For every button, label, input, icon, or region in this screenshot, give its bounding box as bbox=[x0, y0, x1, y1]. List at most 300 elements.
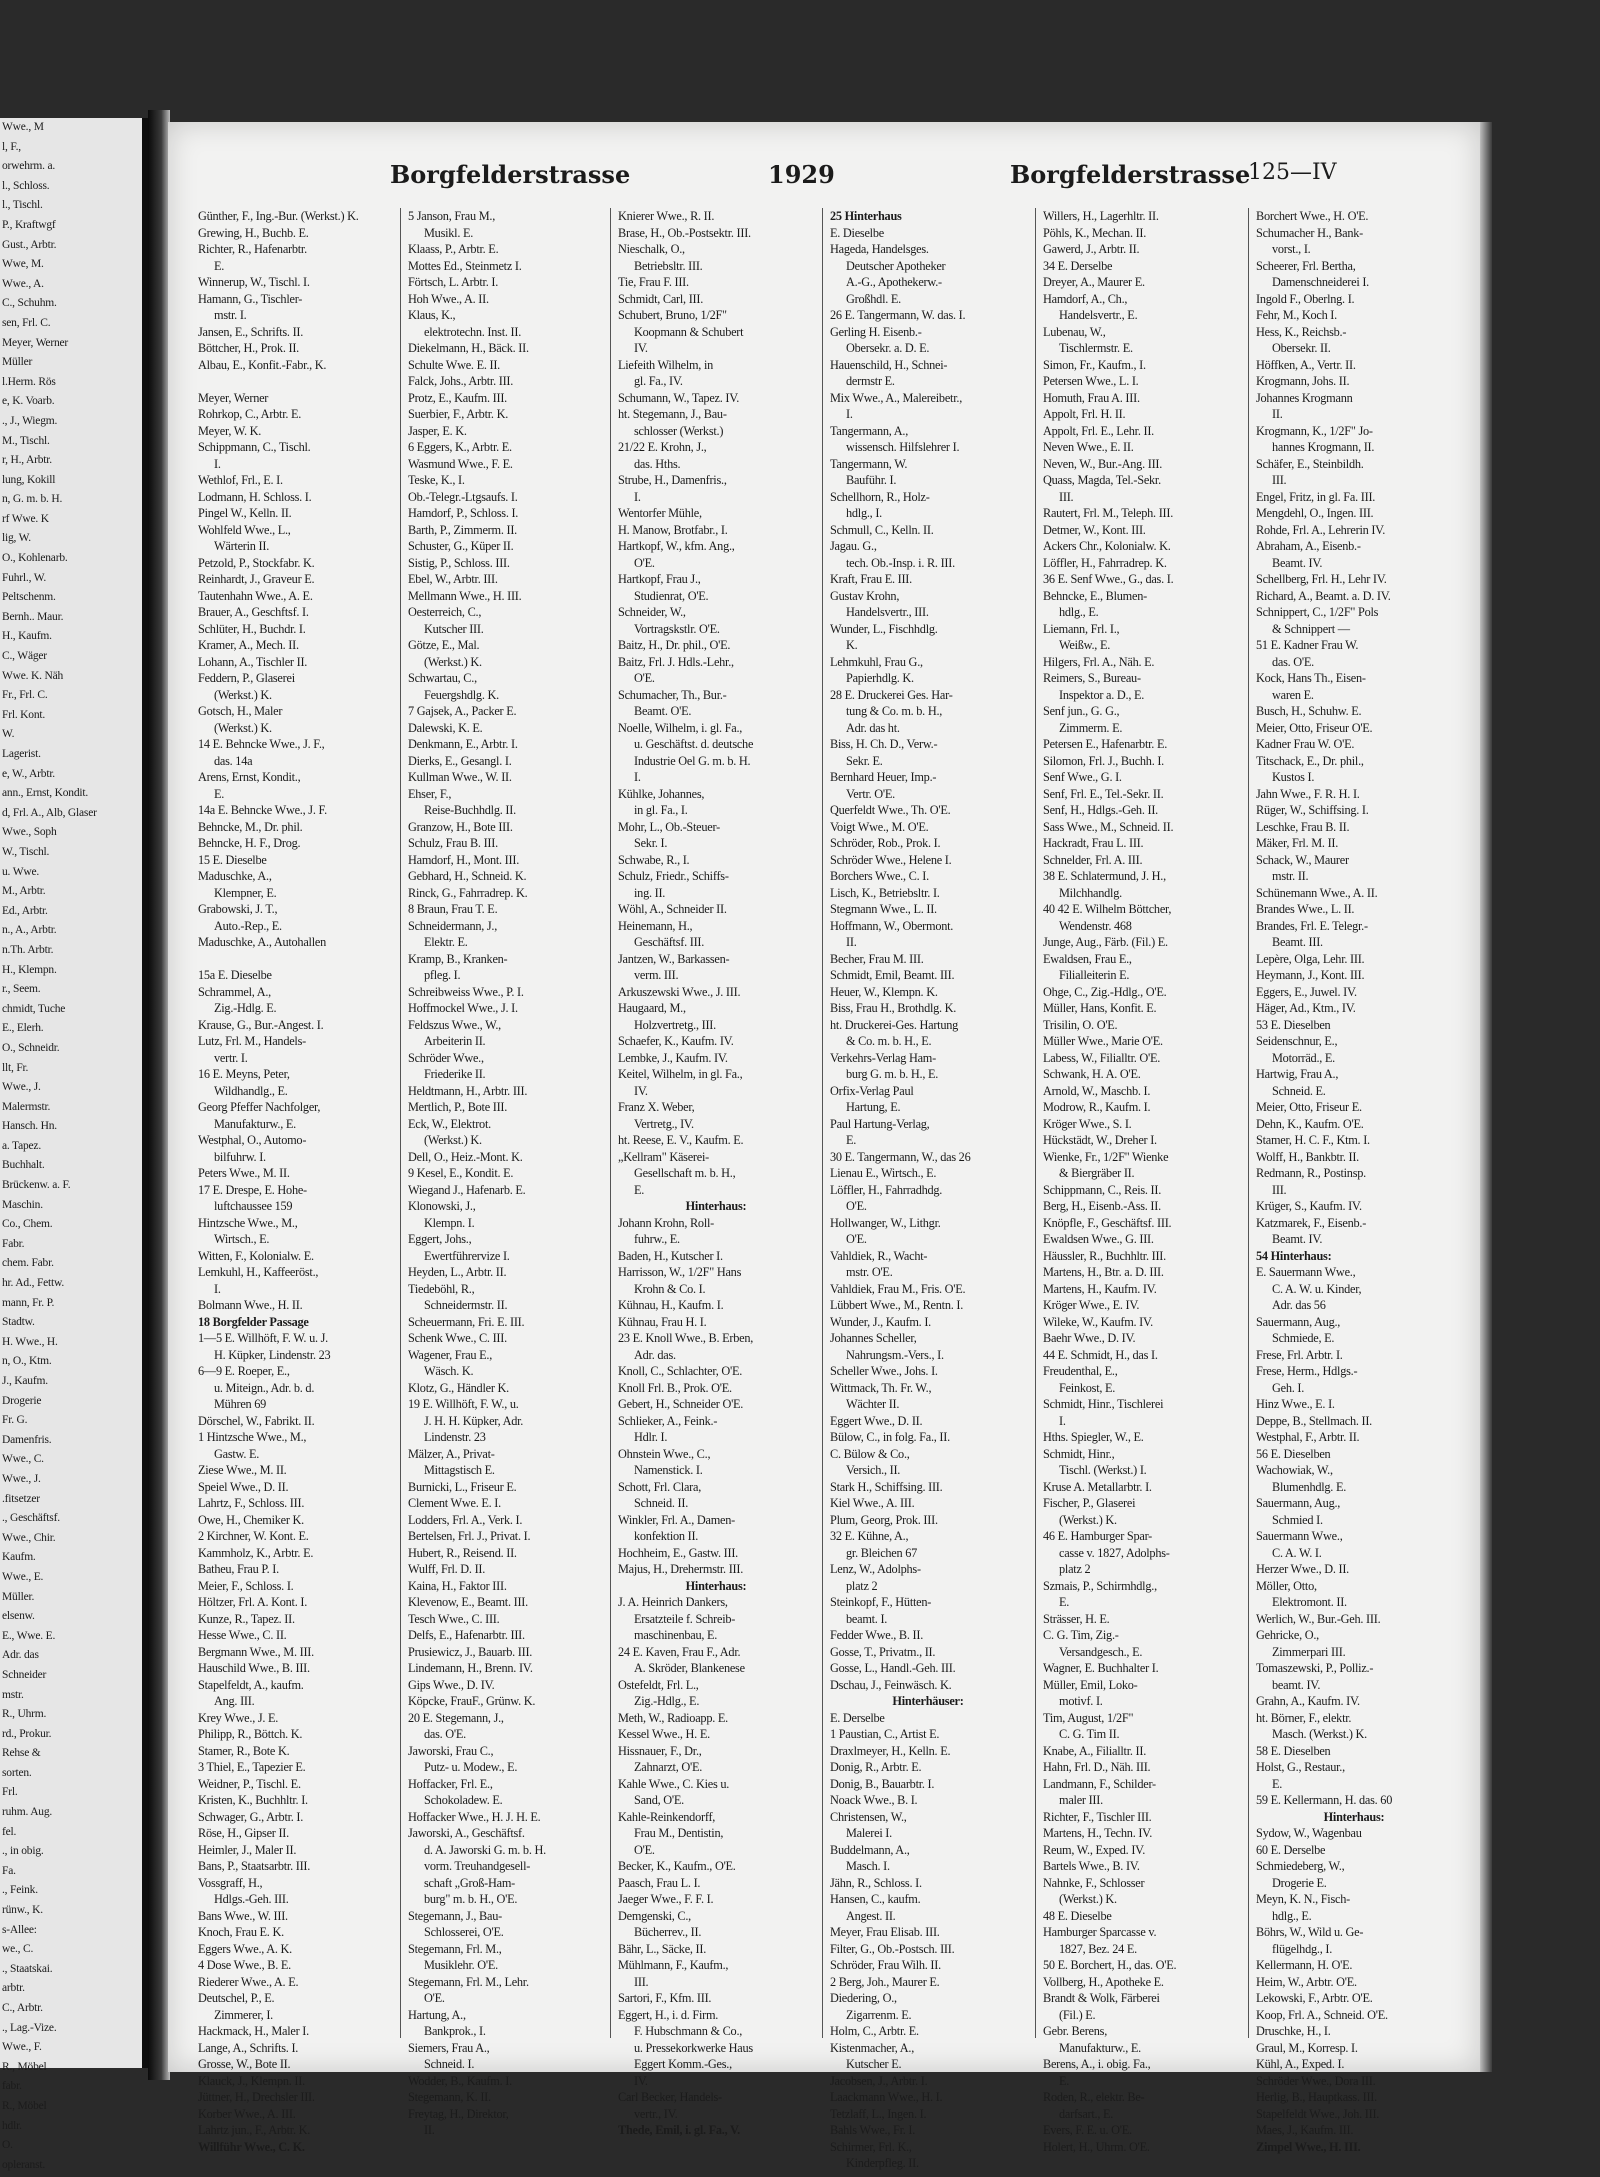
directory-entry: Mühlmann, F., Kaufm., bbox=[618, 1958, 729, 1972]
directory-entry: Labess, W., Filialltr. O'E. bbox=[1043, 1050, 1161, 1065]
directory-entry: Schünemann Wwe., A. II. bbox=[1256, 885, 1378, 900]
directory-entry: Willführ Wwe., C. K. bbox=[198, 2139, 305, 2154]
directory-entry: Freytag, H., Direktor, bbox=[408, 2106, 509, 2121]
directory-entry: III. bbox=[634, 1974, 649, 1989]
directory-entry: 50 E. Borchert, H., das. O'E. bbox=[1043, 1958, 1177, 1972]
directory-entry: Homuth, Frau A. III. bbox=[1043, 390, 1140, 405]
directory-entry: Wodder, B., Kaufm. I. bbox=[408, 2073, 512, 2088]
directory-entry: Bans, P., Staatsarbtr. III. bbox=[198, 1859, 311, 1873]
directory-entry: Ebel, W., Arbtr. III. bbox=[408, 572, 498, 586]
directory-entry: Jansen, E., Schrifts. II. bbox=[198, 324, 304, 339]
directory-entry: Obersekr. a. D. E. bbox=[846, 341, 930, 355]
left-page-line: ., J., Wiegm. bbox=[2, 414, 58, 427]
directory-entry: Kühnau, H., Kaufm. I. bbox=[618, 1298, 724, 1312]
street-title-left: Borgfelderstrasse bbox=[390, 160, 631, 189]
directory-entry: vertr. I. bbox=[214, 1050, 248, 1065]
directory-entry: Laackmann Wwe., H. I. bbox=[830, 2090, 943, 2104]
directory-entry: 51 E. Kadner Frau W. bbox=[1256, 638, 1359, 652]
directory-entry: Manufakturw., E. bbox=[214, 1116, 296, 1131]
directory-entry: Busch, H., Schuhw. E. bbox=[1256, 704, 1362, 718]
directory-entry: Klempner, E. bbox=[214, 885, 277, 900]
directory-entry: Obersekr. II. bbox=[1272, 341, 1331, 355]
directory-entry: Steinkopf, F., Hütten- bbox=[830, 1595, 932, 1609]
directory-entry: Kutscher III. bbox=[424, 621, 484, 636]
directory-entry: K. bbox=[846, 638, 858, 652]
directory-entry: Zimmerer, I. bbox=[214, 2007, 273, 2022]
directory-entry: Holzvertretg., III. bbox=[634, 1017, 716, 1032]
directory-entry: Klevenow, E., Beamt. III. bbox=[408, 1595, 528, 1609]
directory-entry: Meyer, W. K. bbox=[198, 423, 262, 438]
left-page-line: ., Staatskai. bbox=[2, 1962, 53, 1975]
directory-entry: Lodders, Frl. A., Verk. I. bbox=[408, 1512, 523, 1527]
left-page-line: R., Möbel bbox=[2, 2099, 47, 2112]
directory-entry: das. O'E. bbox=[1272, 654, 1314, 669]
left-page-line: hr. Ad., Fettw. bbox=[2, 1277, 65, 1290]
directory-entry: Dalewski, K. E. bbox=[408, 720, 483, 735]
directory-entry: Tischl. (Werkst.) I. bbox=[1059, 1463, 1147, 1477]
directory-entry: Beamt. IV. bbox=[1272, 555, 1323, 570]
directory-entry: 21/22 E. Krohn, J., bbox=[618, 440, 707, 454]
directory-entry: Kammholz, K., Arbtr. E. bbox=[198, 1545, 314, 1560]
left-page-line: we., C. bbox=[2, 1943, 34, 1956]
directory-entry: Winkler, Frl. A., Damen- bbox=[618, 1512, 735, 1527]
directory-entry: Schröder Wwe., Dora III. bbox=[1256, 2073, 1376, 2088]
left-page-line: orwehrm. a. bbox=[2, 160, 56, 173]
directory-entry: Vertretg., IV. bbox=[634, 1116, 694, 1131]
directory-entry: Wunder, J., Kaufm. I. bbox=[830, 1314, 931, 1329]
directory-entry: Richard, A., Beamt. a. D. IV. bbox=[1256, 588, 1391, 603]
directory-column-5 bbox=[1043, 208, 1239, 2154]
directory-entry: Stapelfeldt, A., kaufm. bbox=[198, 1677, 304, 1692]
directory-entry: luftchaussee 159 bbox=[214, 1199, 293, 1213]
directory-entry: hdlg., I. bbox=[846, 506, 883, 520]
directory-entry: Sistig, P., Schloss. III. bbox=[408, 555, 510, 570]
directory-entry: Denkmann, E., Arbtr. I. bbox=[408, 737, 518, 751]
directory-entry: Gosse, T., Privatm., II. bbox=[830, 1644, 936, 1659]
directory-entry: Kellermann, H. O'E. bbox=[1256, 1958, 1353, 1972]
column-rule bbox=[822, 208, 823, 2038]
directory-entry: Teske, K., I. bbox=[408, 473, 465, 487]
directory-entry: Schaefer, K., Kaufm. IV. bbox=[618, 1034, 734, 1048]
directory-entry: Schmidt, Emil, Beamt. III. bbox=[830, 968, 955, 982]
directory-entry: Jantzen, W., Barkassen- bbox=[618, 951, 730, 966]
directory-entry: Behncke, H. F., Drog. bbox=[198, 836, 301, 850]
directory-entry: Senf Wwe., G. I. bbox=[1043, 770, 1122, 784]
directory-entry: Pöhls, K., Mechan. II. bbox=[1043, 225, 1147, 240]
directory-entry: 60 E. Derselbe bbox=[1256, 1842, 1326, 1857]
left-page-line: R., Uhrm. bbox=[2, 1708, 47, 1721]
directory-entry: verm. III. bbox=[634, 968, 679, 982]
directory-entry: Meier, Otto, Friseur E. bbox=[1256, 1100, 1362, 1114]
directory-entry: Lindemann, H., Brenn. IV. bbox=[408, 1661, 533, 1675]
directory-entry: Wäsch. K. bbox=[424, 1364, 474, 1378]
directory-entry: Musiklehr. O'E. bbox=[424, 1958, 498, 1972]
directory-entry: Jahn Wwe., F. R. H. I. bbox=[1256, 786, 1360, 801]
left-page-line: Peltschenm. bbox=[2, 591, 56, 604]
directory-entry: Reise-Buchhdlg. II. bbox=[424, 803, 516, 817]
directory-entry: Wohlfeld Wwe., L., bbox=[198, 522, 291, 537]
directory-entry: 15a E. Dieselbe bbox=[198, 968, 272, 982]
directory-entry: (Werkst.) K. bbox=[424, 654, 482, 669]
directory-entry: Reinhardt, J., Graveur E. bbox=[198, 572, 315, 586]
directory-entry: Mühren 69 bbox=[214, 1397, 267, 1411]
directory-entry: Borchert Wwe., H. O'E. bbox=[1256, 209, 1369, 223]
directory-entry: Bülow, C., in folg. Fa., II. bbox=[830, 1430, 950, 1444]
directory-entry: Namenstick. I. bbox=[634, 1463, 703, 1477]
left-page-line: M., Tischl. bbox=[2, 434, 50, 447]
directory-entry: Hackmack, H., Maler I. bbox=[198, 2024, 309, 2038]
directory-entry: Biss, Frau H., Brothdlg. K. bbox=[830, 1001, 957, 1015]
directory-entry: 59 E. Kellermann, H. das. 60 bbox=[1256, 1793, 1393, 1807]
directory-entry: Gehricke, O., bbox=[1256, 1628, 1319, 1642]
left-page-line: l, F., bbox=[2, 140, 21, 153]
directory-entry: Silomon, Frl. J., Buchh. I. bbox=[1043, 753, 1165, 768]
directory-entry: hdlg., E. bbox=[1059, 605, 1099, 619]
directory-entry: E. bbox=[214, 258, 225, 273]
directory-entry: Baden, H., Kutscher I. bbox=[618, 1248, 723, 1263]
left-page-line: Fuhrl., W. bbox=[2, 571, 47, 584]
directory-entry: Heymann, J., Kont. III. bbox=[1256, 968, 1365, 982]
directory-entry: Kröger Wwe., S. I. bbox=[1043, 1116, 1132, 1131]
directory-entry: Wildhandlg., E. bbox=[214, 1083, 288, 1098]
directory-entry: waren E. bbox=[1272, 687, 1314, 702]
directory-entry: Tim, August, 1/2F" bbox=[1043, 1710, 1134, 1725]
directory-entry: Tischlermstr. E. bbox=[1059, 341, 1133, 355]
directory-entry: Feinkost, E. bbox=[1059, 1380, 1116, 1395]
directory-entry: Lehmkuhl, Frau G., bbox=[830, 654, 923, 669]
directory-entry: Gotsch, H., Maler bbox=[198, 704, 283, 718]
directory-entry: pfleg. I. bbox=[424, 968, 461, 982]
directory-entry: Schenk Wwe., C. III. bbox=[408, 1331, 507, 1345]
directory-entry: Lenz, W., Adolphs- bbox=[830, 1562, 921, 1576]
directory-entry: Hochheim, E., Gastw. III. bbox=[618, 1545, 738, 1560]
directory-entry: Prusiewicz, J., Bauarb. III. bbox=[408, 1644, 533, 1659]
directory-entry: Drogerie E. bbox=[1272, 1875, 1327, 1890]
directory-entry: Papierhdlg. K. bbox=[846, 671, 914, 685]
directory-entry: C. A. W. u. Kinder, bbox=[1272, 1281, 1362, 1296]
directory-entry: 1 Hintzsche Wwe., M., bbox=[198, 1430, 307, 1444]
directory-entry: fuhrw., E. bbox=[634, 1232, 680, 1246]
directory-entry: Mälzer, A., Privat- bbox=[408, 1446, 495, 1461]
directory-entry: I. bbox=[1059, 1413, 1066, 1428]
left-page-line: O. bbox=[2, 2139, 13, 2152]
directory-entry: Becher, Frau M. III. bbox=[830, 951, 924, 966]
directory-entry: Martens, H., Kaufm. IV. bbox=[1043, 1281, 1157, 1296]
directory-entry: Schokoladew. E. bbox=[424, 1793, 503, 1807]
left-page-line: Müller. bbox=[2, 1590, 35, 1603]
directory-entry: Baehr Wwe., D. IV. bbox=[1043, 1331, 1136, 1345]
directory-entry: Krohn & Co. I. bbox=[634, 1281, 706, 1296]
directory-entry: Mengdehl, O., Ingen. III. bbox=[1256, 506, 1374, 520]
directory-entry: Bernhard Heuer, Imp.- bbox=[830, 770, 937, 784]
directory-entry: E. bbox=[1059, 2073, 1070, 2088]
directory-entry: (Werkst.) K. bbox=[1059, 1512, 1117, 1527]
directory-column-2 bbox=[408, 208, 604, 2137]
directory-entry: Schreibweiss Wwe., P. I. bbox=[408, 984, 524, 999]
directory-entry: das. Hths. bbox=[634, 456, 681, 471]
directory-entry: 1—5 E. Willhöft, F. W. u. J. bbox=[198, 1331, 328, 1345]
directory-entry: III. bbox=[1059, 489, 1074, 504]
directory-entry: 23 E. Knoll Wwe., B. Erben, bbox=[618, 1331, 754, 1345]
directory-entry: Wirtsch., E. bbox=[214, 1232, 270, 1246]
directory-entry: O'E. bbox=[424, 1991, 445, 2005]
directory-entry: Holst, G., Restaur., bbox=[1256, 1760, 1345, 1774]
directory-entry: tech. Ob.-Insp. i. R. III. bbox=[846, 555, 955, 570]
directory-entry: schlosser (Werkst.) bbox=[634, 423, 724, 438]
directory-entry: C. G. Tim II. bbox=[1059, 1727, 1120, 1741]
directory-entry: Hückstädt, W., Dreher I. bbox=[1043, 1133, 1157, 1147]
directory-entry: Schirmer, Frl. K., bbox=[830, 2139, 912, 2154]
directory-entry: 4 Dose Wwe., B. E. bbox=[198, 1958, 291, 1972]
left-page-line: C., Wäger bbox=[2, 650, 47, 663]
directory-entry: Müller Wwe., Marie O'E. bbox=[1043, 1034, 1163, 1048]
directory-entry: Kessel Wwe., H. E. bbox=[618, 1727, 710, 1741]
directory-entry: Inspektor a. D., E. bbox=[1059, 687, 1145, 702]
directory-entry: Dörschel, W., Fabrikt. II. bbox=[198, 1413, 315, 1428]
directory-entry: Häger, Ad., Ktm., IV. bbox=[1256, 1001, 1356, 1015]
directory-entry: Tangermann, W. bbox=[830, 456, 908, 471]
directory-entry: maler III. bbox=[1059, 1793, 1103, 1807]
directory-entry: Martens, H., Techn. IV. bbox=[1043, 1826, 1153, 1840]
directory-entry: Rüger, W., Schiffsing. I. bbox=[1256, 803, 1369, 817]
directory-entry: Schippmann, C., Reis. II. bbox=[1043, 1182, 1162, 1197]
directory-entry: Kustos I. bbox=[1272, 770, 1315, 784]
left-page-line: r, H., Arbtr. bbox=[2, 454, 52, 467]
left-page-line: Fabr. bbox=[2, 1237, 25, 1250]
directory-entry: Böttcher, H., Prok. II. bbox=[198, 341, 299, 355]
directory-entry: O'E. bbox=[634, 1842, 655, 1857]
directory-entry: Filter, G., Ob.-Postsch. III. bbox=[830, 1941, 955, 1956]
directory-entry: 26 E. Tangermann, W. das. I. bbox=[830, 308, 966, 322]
directory-entry: Friederike II. bbox=[424, 1067, 486, 1081]
directory-entry: Masch. I. bbox=[846, 1859, 890, 1873]
directory-entry: Gebr. Berens, bbox=[1043, 2024, 1108, 2038]
directory-entry: burg" m. b. H., O'E. bbox=[424, 1892, 518, 1906]
directory-entry: Heinemann, H., bbox=[618, 918, 693, 933]
directory-entry: Freudenthal, E., bbox=[1043, 1364, 1118, 1378]
directory-entry: Gustav Krohn, bbox=[830, 588, 900, 603]
directory-entry: Graul, M., Korresp. I. bbox=[1256, 2040, 1358, 2055]
left-page-line: Buchhalt. bbox=[2, 1159, 45, 1172]
directory-entry: Druschke, H., I. bbox=[1256, 2024, 1331, 2038]
directory-entry: Bergmann Wwe., M. III. bbox=[198, 1644, 314, 1659]
directory-entry: Rinck, G., Fahrradrep. K. bbox=[408, 885, 528, 900]
directory-entry: Adr. das 56 bbox=[1272, 1298, 1326, 1312]
directory-entry: Kühnau, Frau H. I. bbox=[618, 1314, 707, 1329]
directory-entry: schaft „Groß-Ham- bbox=[424, 1875, 516, 1890]
directory-entry: I. bbox=[214, 1281, 221, 1296]
left-page-line: Adr. das bbox=[2, 1649, 39, 1662]
directory-entry bbox=[198, 373, 394, 390]
page-number: 125—IV bbox=[1248, 160, 1337, 185]
directory-entry: 5 Janson, Frau M., bbox=[408, 209, 496, 223]
directory-entry: Gerling H. Eisenb.- bbox=[830, 324, 922, 339]
left-page-line: Malermstr. bbox=[2, 1100, 51, 1113]
directory-entry: Strässer, H. E. bbox=[1043, 1611, 1110, 1626]
directory-entry: Riederer Wwe., A. E. bbox=[198, 1974, 299, 1989]
left-page-line: fabr. bbox=[2, 2080, 22, 2093]
directory-entry: Schott, Frl. Clara, bbox=[618, 1479, 702, 1494]
directory-entry: Ohnstein Wwe., C., bbox=[618, 1446, 711, 1461]
left-page-line: n, O., Ktm. bbox=[2, 1355, 52, 1368]
directory-entry: Lahrtz, F., Schloss. III. bbox=[198, 1496, 305, 1510]
directory-entry: 9 Kesel, E., Kondit. E. bbox=[408, 1166, 514, 1180]
directory-entry: Kunze, R., Tapez. II. bbox=[198, 1611, 295, 1626]
left-page-line: Wwe., Soph bbox=[2, 826, 57, 839]
left-page-line: Frl. bbox=[2, 1786, 18, 1799]
directory-entry: Mottes Ed., Steinmetz I. bbox=[408, 258, 522, 273]
directory-entry: Wächter II. bbox=[846, 1397, 900, 1411]
directory-entry: Richter, F., Tischler III. bbox=[1043, 1809, 1152, 1824]
left-page-line: W. bbox=[2, 728, 15, 741]
directory-entry: casse v. 1827, Adolphs- bbox=[1059, 1545, 1170, 1560]
directory-entry: IV. bbox=[634, 2073, 648, 2088]
directory-entry: Kramer, A., Mech. II. bbox=[198, 638, 299, 652]
directory-entry: Knöpfle, F., Geschäftsf. III. bbox=[1043, 1215, 1172, 1230]
left-page-line: Meyer, Werner bbox=[2, 336, 69, 349]
directory-entry: Liemann, Frl. I., bbox=[1043, 621, 1120, 636]
directory-entry: Petersen E., Hafenarbtr. E. bbox=[1043, 737, 1168, 751]
directory-entry: Zig.-Hdlg., E. bbox=[634, 1694, 700, 1708]
directory-entry: Lisch, K., Betriebsltr. I. bbox=[830, 885, 940, 900]
directory-entry: Heldtmann, H., Arbtr. III. bbox=[408, 1083, 528, 1098]
directory-entry: Hartung, E. bbox=[846, 1100, 901, 1114]
directory-entry: Hoffacker Wwe., H. J. H. E. bbox=[408, 1809, 541, 1824]
directory-entry: Wendenstr. 468 bbox=[1059, 918, 1132, 933]
directory-entry bbox=[198, 951, 394, 968]
directory-entry: E. Derselbe bbox=[830, 1710, 885, 1725]
directory-entry: & Co. m. b. H., E. bbox=[846, 1034, 932, 1048]
directory-entry: I. bbox=[634, 770, 641, 784]
directory-entry: Detmer, W., Kont. III. bbox=[1043, 522, 1146, 537]
directory-entry: Brandt & Wolk, Färberei bbox=[1043, 1991, 1160, 2005]
directory-entry: Maduschke, A., Autohallen bbox=[198, 935, 326, 949]
directory-entry: Bankprok., I. bbox=[424, 2024, 486, 2038]
left-page-line: R., Möbel bbox=[2, 2060, 47, 2073]
directory-entry: Hartkopf, Frau J., bbox=[618, 572, 701, 586]
directory-entry: Petzold, P., Stockfabr. K. bbox=[198, 555, 315, 570]
directory-entry: Zimpel Wwe., H. III. bbox=[1256, 2139, 1361, 2154]
directory-entry: Tesch Wwe., C. III. bbox=[408, 1611, 500, 1626]
directory-entry: Musikl. E. bbox=[424, 225, 474, 240]
directory-entry: Lange, A., Schrifts. I. bbox=[198, 2040, 299, 2055]
directory-entry: Franz X. Weber, bbox=[618, 1100, 695, 1114]
directory-entry: Klonowski, J., bbox=[408, 1199, 476, 1213]
left-page-line: Maschin. bbox=[2, 1198, 43, 1211]
directory-entry: Klauck, J., Klempn. II. bbox=[198, 2073, 305, 2088]
directory-entry: Meyn, K. N., Fisch- bbox=[1256, 1892, 1350, 1906]
directory-entry: Milchhandlg. bbox=[1059, 885, 1122, 900]
section-heading: Hinterhaus: bbox=[685, 1578, 747, 1593]
directory-entry: Richter, R., Hafenarbtr. bbox=[198, 242, 307, 256]
directory-entry: vertr., IV. bbox=[634, 2106, 678, 2121]
directory-entry: tung & Co. m. b. H., bbox=[846, 704, 943, 718]
directory-entry: I. bbox=[634, 489, 641, 504]
directory-entry: Wasmund Wwe., F. E. bbox=[408, 456, 513, 471]
directory-entry: Dschau, J., Feinwäsch. K. bbox=[830, 1677, 952, 1692]
directory-entry: Hamburger Sparcasse v. bbox=[1043, 1925, 1157, 1939]
directory-entry: Wunder, L., Fischhdlg. bbox=[830, 621, 938, 636]
directory-entry: Orfix-Verlag Paul bbox=[830, 1083, 914, 1098]
left-page-line: rd., Prokur. bbox=[2, 1727, 52, 1740]
directory-entry: Sand, O'E. bbox=[634, 1793, 684, 1807]
directory-entry: Keitel, Wilhelm, in gl. Fa., bbox=[618, 1067, 743, 1081]
directory-entry: Hauschild Wwe., B. III. bbox=[198, 1661, 310, 1675]
directory-entry: Fehr, M., Koch I. bbox=[1256, 308, 1337, 322]
section-heading: Hinterhäuser: bbox=[892, 1694, 964, 1708]
directory-entry: motivf. I. bbox=[1059, 1694, 1103, 1708]
directory-entry: III. bbox=[1272, 473, 1287, 487]
left-page-line: e, W., Arbtr. bbox=[2, 767, 55, 780]
directory-entry: Behncke, M., Dr. phil. bbox=[198, 819, 303, 834]
directory-entry: Titschack, E., Dr. phil., bbox=[1256, 753, 1364, 768]
directory-entry: platz 2 bbox=[846, 1578, 878, 1593]
directory-entry: Hamann, G., Tischler- bbox=[198, 291, 303, 306]
directory-entry: Maduschke, A., bbox=[198, 869, 272, 883]
directory-entry: Feddern, P., Glaserei bbox=[198, 671, 295, 685]
directory-entry: Hamdorf, H., Mont. III. bbox=[408, 852, 520, 867]
directory-entry: platz 2 bbox=[1059, 1562, 1091, 1576]
directory-entry: Protz, E., Kaufm. III. bbox=[408, 390, 507, 405]
directory-entry: Motorräd., E. bbox=[1272, 1050, 1336, 1065]
directory-entry: Kröger Wwe., E. IV. bbox=[1043, 1298, 1140, 1312]
directory-entry: Bartels Wwe., B. IV. bbox=[1043, 1859, 1140, 1873]
left-page-line: elsenw. bbox=[2, 1610, 35, 1623]
directory-entry: Rautert, Frl. M., Teleph. III. bbox=[1043, 506, 1174, 520]
directory-columns bbox=[198, 208, 1468, 2170]
directory-entry: Klempn. I. bbox=[424, 1215, 475, 1230]
directory-entry: Lahrtz jun., F., Arbtr. K. bbox=[198, 2123, 311, 2137]
directory-entry: Becker, K., Kaufm., O'E. bbox=[618, 1859, 736, 1873]
directory-entry: Wolff, H., Bankbtr. II. bbox=[1256, 1149, 1360, 1164]
directory-entry: Heyden, L., Arbtr. II. bbox=[408, 1265, 507, 1279]
directory-entry: d. A. Jaworski G. m. b. H. bbox=[424, 1842, 546, 1857]
directory-entry: Appolt, Frl. E., Lehr. II. bbox=[1043, 423, 1154, 438]
directory-entry: ht. Reese, E. V., Kaufm. E. bbox=[618, 1133, 744, 1147]
directory-entry: Kraft, Frau E. III. bbox=[830, 572, 912, 586]
column-rule bbox=[1248, 208, 1249, 2038]
directory-entry: Elektr. E. bbox=[424, 935, 468, 949]
directory-entry: Krause, G., Bur.-Angest. I. bbox=[198, 1017, 324, 1032]
directory-entry: 19 E. Willhöft, F. W., u. bbox=[408, 1397, 519, 1411]
directory-entry: Ewaldsen, Frau E., bbox=[1043, 951, 1132, 966]
directory-column-6 bbox=[1256, 208, 1452, 2154]
directory-entry: Damenschneiderei I. bbox=[1272, 275, 1369, 289]
directory-entry: Neven Wwe., E. II. bbox=[1043, 440, 1134, 454]
directory-entry: Schäfer, E., Steinbildh. bbox=[1256, 456, 1364, 471]
directory-entry: Ewaldsen Wwe., G. III. bbox=[1043, 1232, 1154, 1246]
directory-entry: Hamdorf, P., Schloss. I. bbox=[408, 506, 519, 520]
left-page-line: H. Wwe., H. bbox=[2, 1335, 58, 1348]
left-page-line: Brückenw. a. F. bbox=[2, 1179, 71, 1192]
directory-entry: Vahldiek, Frau M., Fris. O'E. bbox=[830, 1281, 966, 1296]
directory-entry: E. bbox=[1059, 1595, 1070, 1609]
directory-entry: Schmidt, Hinr., bbox=[1043, 1446, 1115, 1461]
directory-entry: Maes, J., Kaufm. III. bbox=[1256, 2123, 1354, 2137]
directory-entry: Clement Wwe. E. I. bbox=[408, 1496, 501, 1510]
directory-entry: Wärterin II. bbox=[214, 539, 270, 553]
directory-entry: Lekowski, F., Arbtr. O'E. bbox=[1256, 1991, 1373, 2005]
directory-entry: darfsart., E. bbox=[1059, 2106, 1114, 2121]
directory-entry: Grosse, W., Bote II. bbox=[198, 2057, 291, 2071]
directory-entry: III. bbox=[1272, 1182, 1287, 1197]
directory-entry: Albau, E., Konfit.-Fabr., K. bbox=[198, 357, 327, 372]
directory-entry: Barth, P., Zimmerm. II. bbox=[408, 522, 518, 537]
directory-entry: Wachowiak, W., bbox=[1256, 1463, 1333, 1477]
directory-page bbox=[168, 122, 1480, 2170]
directory-entry: 6—9 E. Roeper, E., bbox=[198, 1364, 290, 1378]
directory-entry: Noelle, Wilhelm, i. gl. Fa., bbox=[618, 720, 743, 735]
